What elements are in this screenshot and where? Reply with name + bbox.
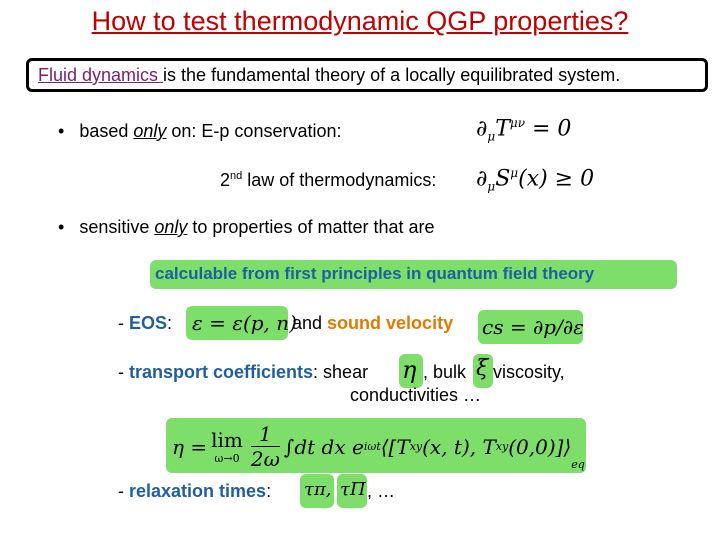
eta-symbol: η [402,356,417,384]
bulk-label: , bulk [423,362,467,382]
relaxation-label: relaxation times [129,481,267,501]
relaxation-colon: : [266,481,272,501]
second-law-sup: nd [230,170,243,182]
intro-text [38,65,620,86]
tau-Pi: τΠ [340,479,366,500]
eos-line [118,313,172,334]
kubo-eta: η = [172,434,208,459]
conductivities-label: conductivities … [350,385,482,405]
slide-title: How to test thermodynamic QGP properties? [91,6,629,36]
bullet-2-suffix: to properties of matter that are [187,217,435,237]
transport-dash: - [118,362,129,382]
kubo-formula [172,422,585,471]
eos-label: EOS [129,313,168,333]
bullet-1: • based only on: E-p conservation: [58,121,342,141]
kubo-lim-sub: ω→0 [214,452,240,465]
kubo-limit [211,428,243,465]
second-law-label [220,170,436,191]
bullet-2-only: only [154,217,188,237]
kubo-lim: lim [211,428,243,452]
eos-formula: ε = ε(p, n) [192,311,297,335]
transport-label: transport coefficients [129,362,314,382]
fluid-dynamics-label: Fluid dynamics [38,65,164,85]
transport-line [118,362,368,383]
second-law-text: law of thermodynamics: [242,170,437,190]
eos-colon: : [167,313,173,333]
kubo-exponent: iωt [363,440,381,453]
bullet-1-prefix: based [79,121,134,141]
cs-formula: cs = ∂p/∂ε [482,315,584,339]
kubo-eq-sub: eq [571,458,585,471]
bullet-1-suffix: on: E-p conservation: [166,121,342,141]
relaxation-ellipsis: , … [367,481,396,501]
calculable-text: calculable from first principles in quantum field theory [155,264,595,283]
kubo-end: (0,0)]⟩ [508,434,572,459]
bullet-2: • sensitive only to properties of matter that are [58,217,435,237]
eos-dash: - [118,313,129,333]
energy-momentum-equation: $\partial_\mu T^{\mu\nu} = 0$ [476,116,572,144]
bullet-2-prefix: sensitive [79,217,155,237]
transport-shear: : shear [313,362,369,382]
kubo-t2-sup: xy [495,440,509,453]
kubo-denominator: 2ω [250,447,280,471]
kubo-correlator: ⟨[T [380,434,410,459]
kubo-fraction [251,422,280,471]
kubo-mid: (x, t), T [422,434,496,459]
kubo-t1-sup: xy [409,440,423,453]
relaxation-line [118,481,271,502]
kubo-numerator: 1 [251,422,280,447]
second-law-equation: $\partial_\mu S^\mu(x) \ge 0$ [476,166,595,194]
bullet-1-only: only [133,121,167,141]
tau-pi: τπ, [304,479,332,500]
xi-symbol: ξ [476,356,489,381]
eos-and: and [292,313,328,333]
intro-rest: is the fundamental theory of a locally equilibrated system. [163,65,621,85]
kubo-integral: ∫dt dx e [283,434,364,459]
sound-velocity-label: sound velocity [327,313,454,333]
relaxation-dash: - [118,481,129,501]
sound-velocity-line [292,313,453,334]
second-law-number: 2 [220,170,231,190]
viscosity-label: viscosity, [493,362,565,382]
